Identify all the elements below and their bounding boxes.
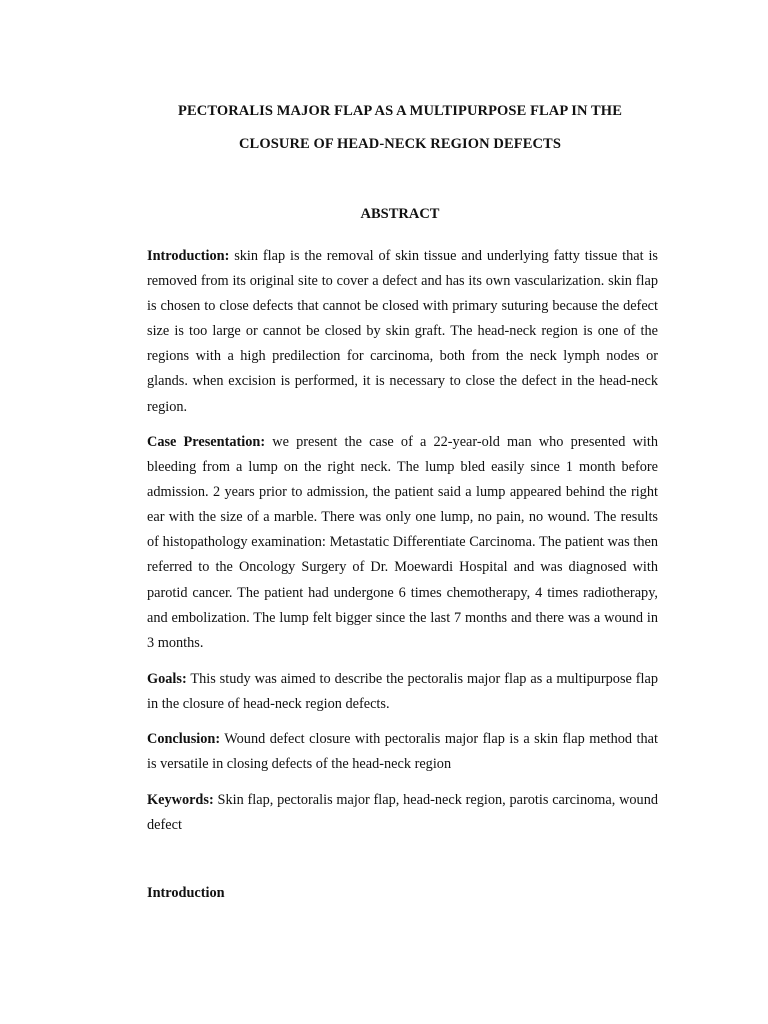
keywords-paragraph [147, 788, 658, 838]
goals-text: This study was aimed to describe the pectoralis major flap as a multipurpose flap in the closure of head-neck region defects. [147, 671, 658, 713]
title-line-2: CLOSURE OF HEAD-NECK REGION DEFECTS [238, 136, 561, 152]
abstract-heading: ABSTRACT [360, 206, 440, 222]
introduction-text: skin flap is the removal of skin tissue and underlying fatty tissue that is removed from its original site to cover a defect and has its own vascularization. skin flap is chosen to close defects that cannot be closed with primary suturing because the defect size is too large or cannot be closed by skin graft. The head-neck region is one of the regions with a high predilection for carcinoma, both from the neck lymph nodes or glands. when excision is performed, it is necessary to close the defect in the head-neck region. [147, 248, 658, 415]
introduction-label: Introduction: [147, 248, 230, 264]
introduction-paragraph [147, 244, 658, 420]
section-heading-introduction: Introduction [147, 885, 225, 901]
case-presentation-paragraph [147, 430, 658, 656]
title-line-1: PECTORALIS MAJOR FLAP AS A MULTIPURPOSE FLAP IN THE [178, 103, 622, 119]
case-presentation-label: Case Presentation: [147, 434, 266, 450]
case-presentation-text: we present the case of a 22-year-old man who presented with bleeding from a lump on the right neck. The lump bled easily since 1 month before admission. 2 years prior to admission, the patient said a lump appeared behind the right ear with the size of a marble. There was only one lump, no pain, no wound. The results of histopathology examination: Metastatic Differentiate Carcinoma. The patient was then referred to the Oncology Surgery of Dr. Moewardi Hospital and was diagnosed with parotid cancer. The patient had undergone 6 times chemotherapy, 4 times radiotherapy, and embolization. The lump felt bigger since the last 7 months and there was a wound in 3 months. [147, 434, 658, 651]
conclusion-paragraph [147, 727, 658, 777]
keywords-text: Skin flap, pectoralis major flap, head-neck region, parotis carcinoma, wound defect [147, 792, 658, 834]
goals-label: Goals: [147, 671, 187, 687]
conclusion-text: Wound defect closure with pectoralis major flap is a skin flap method that is versatile in closing defects of the head-neck region [147, 731, 658, 773]
keywords-label: Keywords: [147, 792, 214, 808]
goals-paragraph [147, 667, 658, 717]
conclusion-label: Conclusion: [147, 731, 221, 747]
